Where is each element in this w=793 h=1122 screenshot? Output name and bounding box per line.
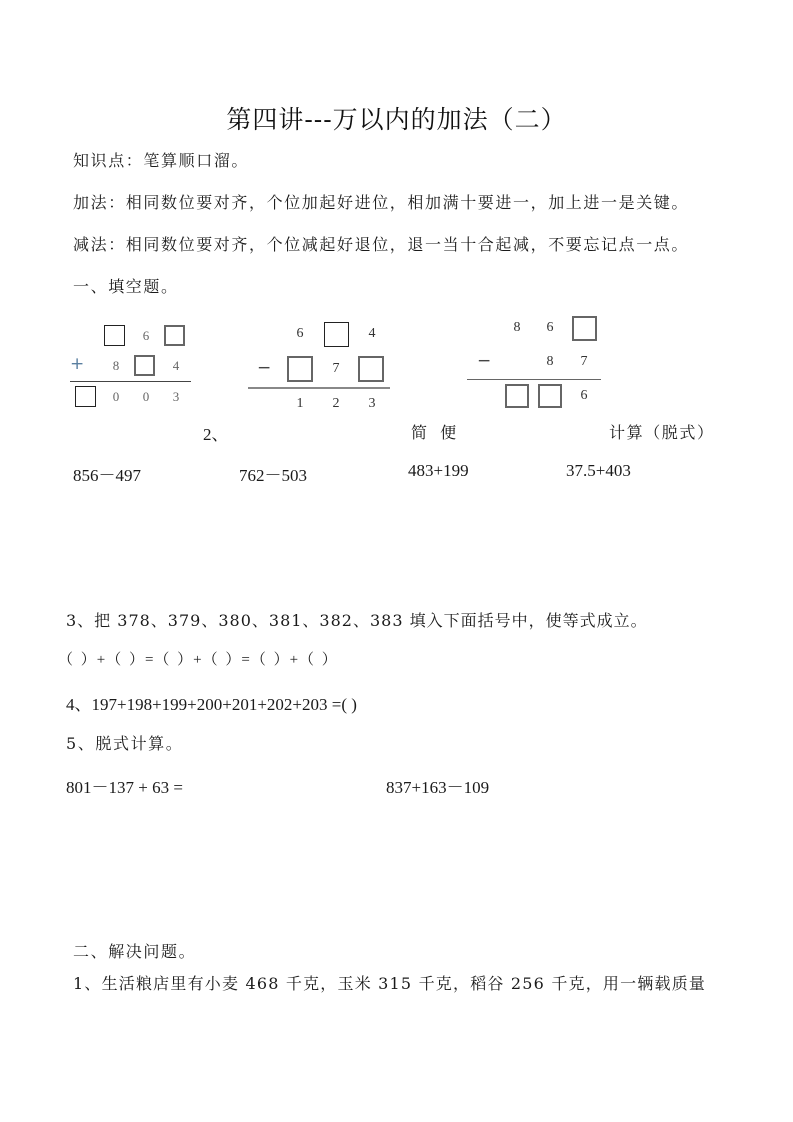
plus-sign: +	[70, 354, 85, 374]
answer-box[interactable]	[572, 316, 597, 341]
section2-q1: 1、生活粮店里有小麦 468 千克，玉米 315 千克，稻谷 256 千克，用一辆载质量	[73, 974, 707, 993]
q2-heading-mid: 简 便	[411, 423, 461, 442]
difference-line	[467, 379, 601, 380]
q4-text: 4、197+198+199+200+201+202+203 =( )	[66, 695, 357, 714]
digit: 7	[580, 354, 588, 369]
answer-box[interactable]	[287, 356, 313, 382]
digit: 6	[546, 320, 554, 335]
answer-box[interactable]	[134, 355, 155, 376]
knowledge-intro: 知识点：笔算顺口溜。	[73, 151, 250, 170]
q2-expr-3: 483+199	[408, 461, 469, 480]
q2-expr-4: 37.5+403	[566, 461, 631, 480]
answer-box[interactable]	[164, 325, 185, 346]
answer-box[interactable]	[358, 356, 384, 382]
difference-line	[248, 387, 390, 389]
digit: 1	[296, 396, 304, 411]
answer-box[interactable]	[505, 384, 529, 408]
digit: 2	[332, 396, 340, 411]
digit: 6	[142, 328, 150, 343]
digit: 7	[332, 361, 340, 376]
digit: 4	[172, 358, 180, 373]
subtraction-rule: 减法：相同数位要对齐，个位减起好退位，退一当十合起减，不要忘记点一点。	[73, 235, 690, 254]
digit: 0	[112, 389, 120, 404]
digit: 3	[172, 389, 180, 404]
digit: 8	[546, 354, 554, 369]
answer-box[interactable]	[538, 384, 562, 408]
minus-sign: −	[477, 351, 492, 371]
answer-box[interactable]	[324, 322, 349, 347]
minus-sign: −	[257, 358, 272, 378]
q3-equation: （ ）+（ ）=（ ）+（ ）=（ ）+（ ）	[58, 652, 338, 668]
addition-rule: 加法：相同数位要对齐，个位加起好进位，相加满十要进一，加上进一是关键。	[73, 193, 690, 212]
digit: 8	[513, 320, 521, 335]
sum-line	[70, 381, 191, 382]
digit: 3	[368, 396, 376, 411]
q3-text: 3、把 378、379、380、381、382、383 填入下面括号中，使等式成立。	[66, 611, 648, 630]
q2-expr-1: 856－497	[73, 466, 141, 485]
answer-box[interactable]	[104, 325, 125, 346]
digit: 4	[368, 326, 376, 341]
section2-heading: 二、解决问题。	[73, 942, 197, 961]
digit: 0	[142, 389, 150, 404]
digit: 8	[112, 358, 120, 373]
page-title: 第四讲---万以内的加法（二）	[226, 105, 567, 134]
q5-expr-2: 837+163－109	[386, 778, 490, 797]
answer-box[interactable]	[75, 386, 96, 407]
q2-label: 2、	[203, 425, 229, 444]
digit: 6	[580, 388, 588, 403]
q2-expr-2: 762－503	[239, 466, 307, 485]
section1-heading: 一、填空题。	[73, 277, 179, 296]
q5-expr-1: 801－137 + 63 =	[66, 778, 183, 797]
q2-heading-right: 计算（脱式）	[609, 423, 715, 442]
q5-heading: 5、脱式计算。	[66, 734, 184, 753]
digit: 6	[296, 326, 304, 341]
